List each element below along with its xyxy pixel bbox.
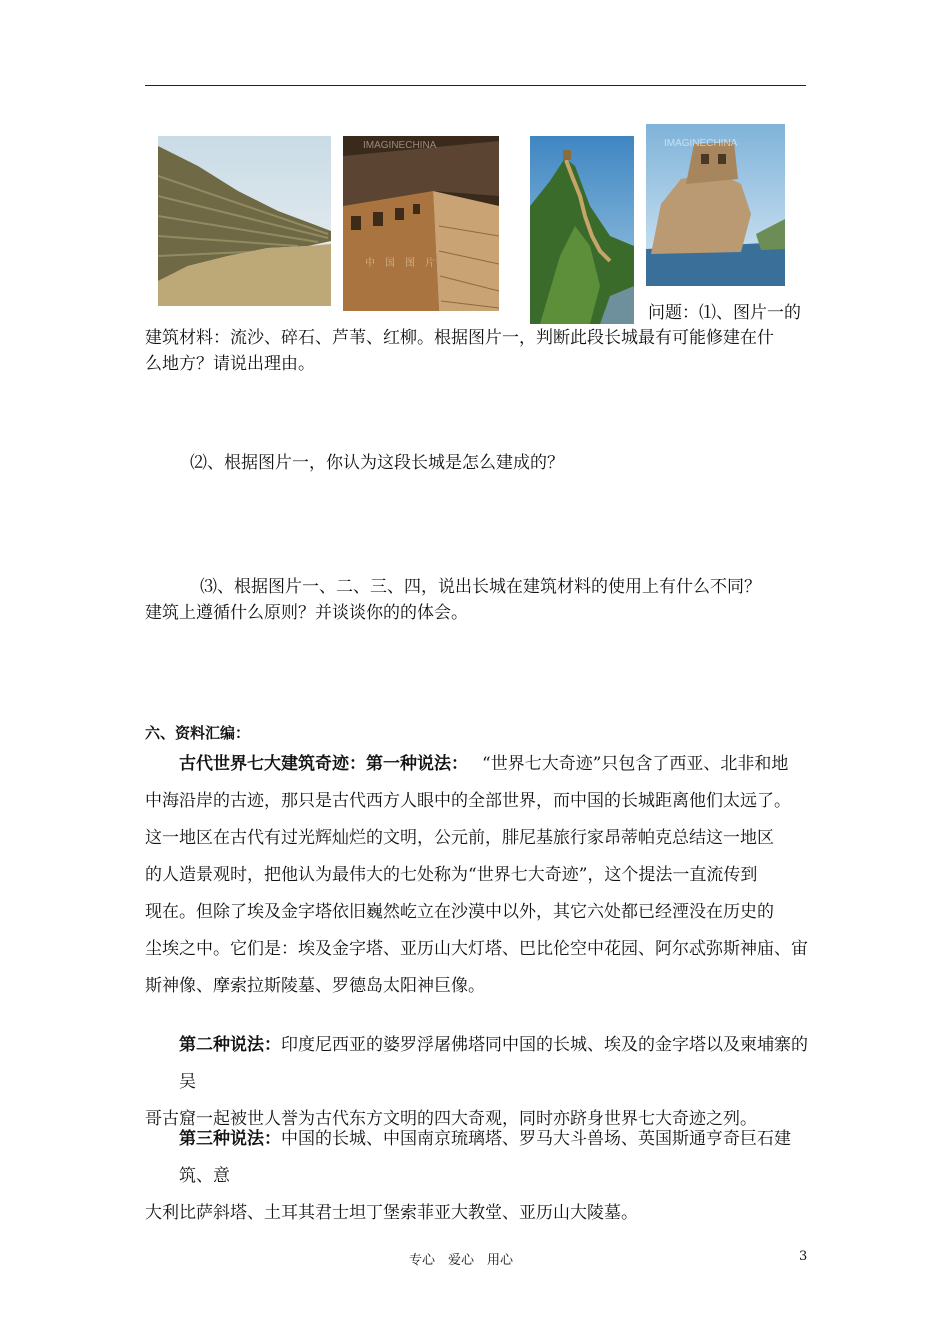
- question-3-line: ⑶、根据图片一、二、三、四，说出长城在建筑材料的使用上有什么不同？: [200, 577, 761, 597]
- photo-watermark: IMAGINECHINA: [363, 140, 437, 151]
- first-view-text: “世界七大奇迹”只包含了西亚、北非和地: [482, 754, 789, 774]
- third-view-lead: 第三种说法：: [179, 1129, 281, 1149]
- paragraph-line: 尘埃之中。它们是：埃及金字塔、亚历山大灯塔、巴比伦空中花园、阿尔忒弥斯神庙、宙: [145, 939, 808, 959]
- first-view-lead: 古代世界七大建筑奇迹：第一种说法：: [179, 754, 468, 774]
- paragraph-line: 现在。但除了埃及金字塔依旧巍然屹立在沙漠中以外，其它六处都已经湮没在历史的: [145, 902, 774, 922]
- question-3-line: 建筑上遵循什么原则？并谈谈你的的体会。: [145, 603, 468, 623]
- photo-brick-wall-walkway: [343, 136, 499, 311]
- photo-mountain-ridge-wall: [530, 136, 634, 324]
- photo-caption: 中 国 图 片: [365, 258, 435, 269]
- question-1-intro: 问题：⑴、图片一的: [648, 303, 801, 323]
- paragraph-third-view: [145, 1121, 810, 1232]
- paragraph-line: 哥古窟一起被世人誉为古代东方文明的四大奇观，同时亦跻身世界七大奇迹之列。: [145, 1109, 757, 1129]
- section-6-title: 六、资料汇编：: [145, 724, 251, 742]
- second-view-lead: 第二种说法：: [179, 1035, 281, 1055]
- question-1-line: 么地方？请说出理由。: [145, 354, 315, 374]
- paragraph-line: 中海沿岸的古迹，那只是古代西方人眼中的全部世界，而中国的长城距离他们太远了。: [145, 791, 791, 811]
- photo-watchtower-on-rock: [646, 124, 785, 286]
- third-view-text: 中国的长城、中国南京琉璃塔、罗马大斗兽场、英国斯通亨奇巨石建筑、意: [179, 1129, 791, 1186]
- photo-sand-wall: [158, 136, 331, 306]
- page-number: 3: [799, 1249, 808, 1264]
- paragraph-line: 这一地区在古代有过光辉灿烂的文明，公元前，腓尼基旅行家昂蒂帕克总结这一地区: [145, 828, 774, 848]
- footer-motto: 专心 爱心 用心: [409, 1253, 514, 1268]
- second-view-text: 印度尼西亚的婆罗浮屠佛塔同中国的长城、埃及的金字塔以及柬埔寨的吴: [179, 1035, 808, 1092]
- photo-watermark: IMAGINECHINA: [664, 138, 738, 149]
- paragraph-line: 斯神像、摩索拉斯陵墓、罗德岛太阳神巨像。: [145, 976, 485, 996]
- paragraph-first-view: [145, 746, 810, 1005]
- paragraph-line: 的人造景观时，把他认为最伟大的七处称为“世界七大奇迹”，这个提法一直流传到: [145, 865, 758, 885]
- paragraph-line: 大利比萨斜塔、土耳其君士坦丁堡索菲亚大教堂、亚历山大陵墓。: [145, 1203, 638, 1223]
- header-rule: [145, 85, 806, 86]
- question-2: ⑵、根据图片一，你认为这段长城是怎么建成的？: [190, 453, 564, 473]
- question-1-line: 建筑材料：流沙、碎石、芦苇、红柳。根据图片一，判断此段长城最有可能修建在什: [145, 328, 774, 348]
